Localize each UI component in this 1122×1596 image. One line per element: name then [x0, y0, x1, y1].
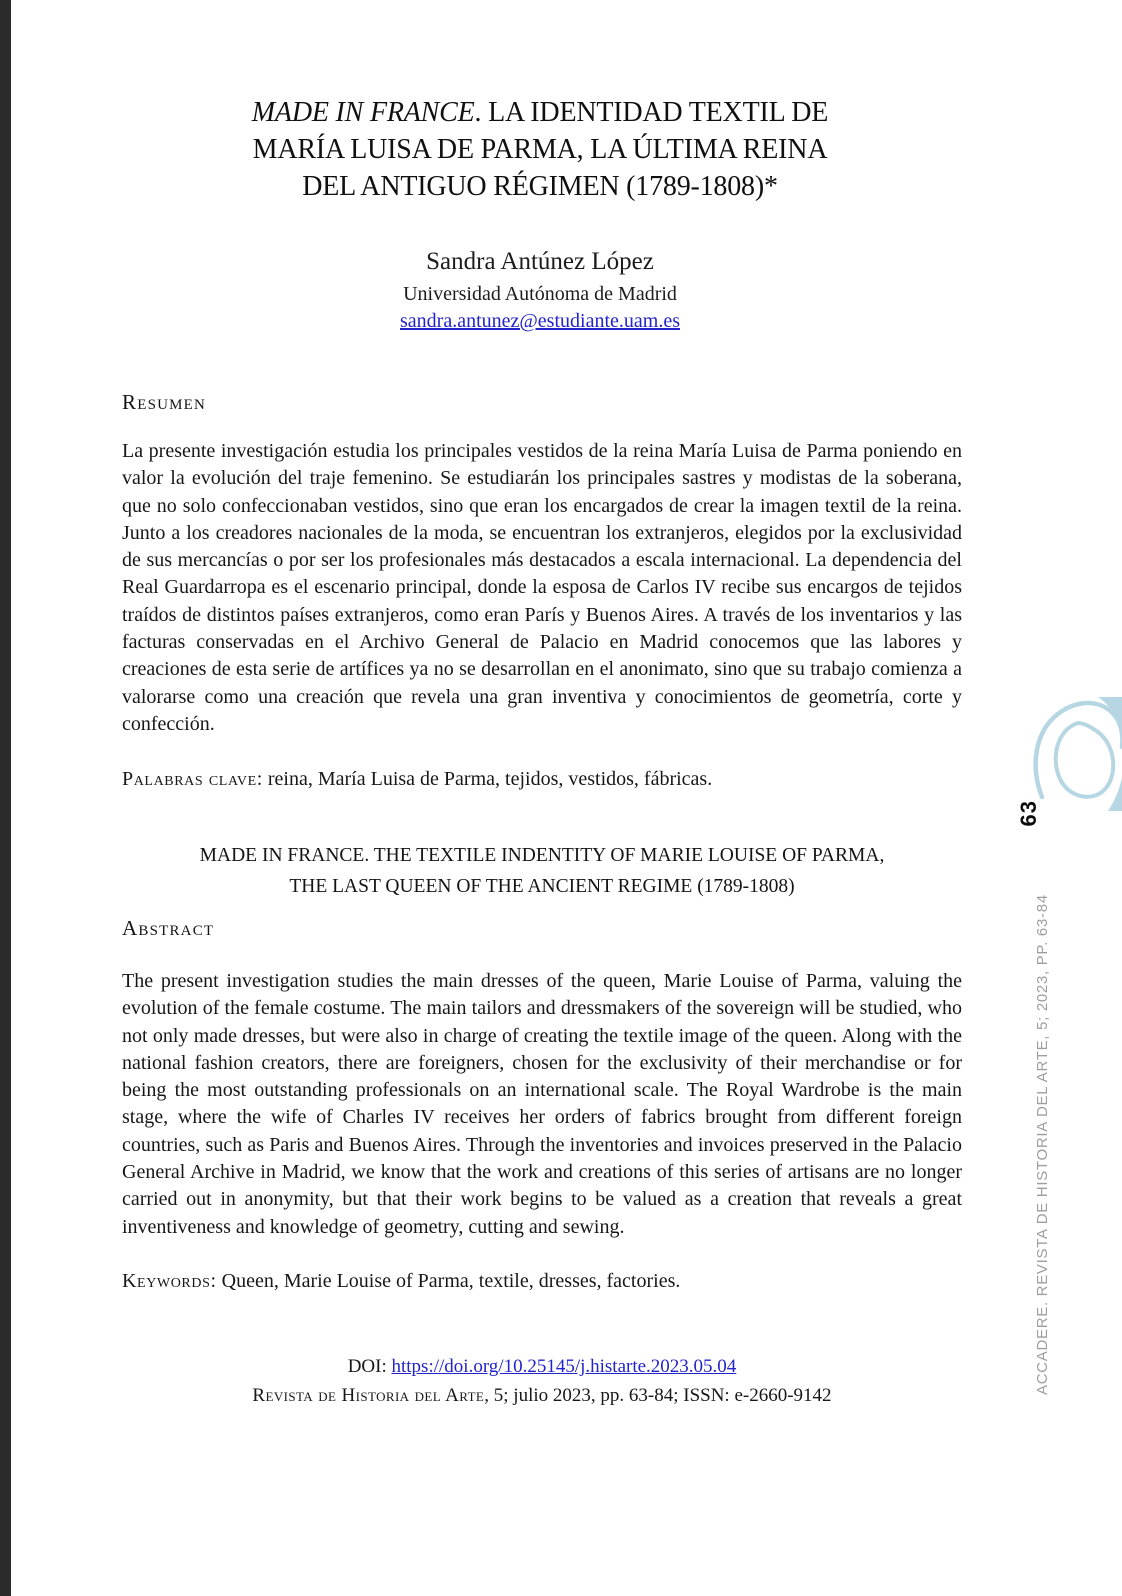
author-name: Sandra Antúnez López: [426, 248, 654, 275]
title-line-2: MARÍA LUISA DE PARMA, LA ÚLTIMA REINA: [252, 134, 828, 165]
keywords-line: [122, 1268, 962, 1295]
title-line-1: [130, 94, 950, 131]
author-email-link[interactable]: sandra.antunez@estudiante.uam.es: [400, 310, 680, 332]
author-affiliation: Universidad Autónoma de Madrid: [403, 283, 677, 305]
title-line1-rest: . LA IDENTIDAD TEXTIL DE: [474, 97, 829, 128]
journal-logo-swirl-icon: [1028, 695, 1122, 825]
keywords-label: Keywords:: [122, 1270, 217, 1292]
author-block: [130, 246, 950, 335]
resumen-paragraph: La presente investigación estudia los principales vestidos de la reina María Luisa de Parma poniendo en valor la evolución del traje femenino. Se estudiarán los principales sastres y modistas de la soberana, que no solo confeccionaban vestidos, sino que eran los encargados de crear la imagen textil de la reina. Junto a los creadores nacionales de la moda, se encuentran los extranjeros, elegidos por la exclusividad de sus mercancías o por ser los profesionales más destacados a escala internacional. La dependencia del Real Guardarropa es el escenario principal, donde la esposa de Carlos IV recibe sus encargos de tejidos traídos de distintos países extranjeros, como eran París y Buenos Aires. A través de los inventarios y las facturas conservadas en el Archivo General de Palacio en Madrid conocemos que las labores y creaciones de esta serie de artífices ya no se desarrollan en el anonimato, sino que su trabajo comienza a valorarse como una creación que revela una gran inventiva y conocimientos de geometría, corte y confección.: [122, 440, 962, 735]
doi-label: DOI:: [347, 1356, 392, 1377]
journal-name: Revista de Historia del Arte: [252, 1385, 485, 1406]
scan-edge-bar: [0, 0, 11, 1596]
resumen-heading: Resumen: [122, 390, 207, 414]
footer-citation: [122, 1352, 962, 1410]
palabras-clave-text: reina, María Luisa de Parma, tejidos, vestidos, fábricas.: [262, 768, 713, 790]
palabras-clave-label: Palabras clave:: [122, 768, 263, 790]
page-number: 63: [1016, 800, 1041, 827]
title-line-3: DEL ANTIGUO RÉGIMEN (1789-1808)*: [302, 171, 778, 202]
title-italic-part: MADE IN FRANCE: [251, 97, 475, 128]
journal-citation-rest: , 5; julio 2023, pp. 63-84; ISSN: e-2660-9142: [484, 1385, 832, 1406]
english-title: [122, 840, 962, 902]
doi-link[interactable]: https://doi.org/10.25145/j.histarte.2023.05.04: [391, 1356, 737, 1377]
english-title-line-2: THE LAST QUEEN OF THE ANCIENT REGIME (1789-1808): [289, 876, 795, 897]
sidebar-journal-line: ACCADERE. REVISTA DE HISTORIA DEL ARTE, 5; 2023, PP. 63-84: [1034, 894, 1051, 1395]
abstract-heading: Abstract: [122, 916, 215, 940]
palabras-clave-line: [122, 766, 962, 793]
abstract-paragraph: The present investigation studies the main dresses of the queen, Marie Louise of Parma, valuing the evolution of the female costume. The main tailors and dressmakers of the sovereign will be studied, who not only made dresses, but were also in charge of creating the textile image of the queen. Along with the national fashion creators, there are foreigners, chosen for the exclusivity of their merchandise or for being the most outstanding professionals on an international scale. The Royal Wardrobe is the main stage, where the wife of Charles IV receives her orders of fabrics brought from different foreign countries, such as Paris and Buenos Aires. Through the inventories and invoices preserved in the Palacio General Archive in Madrid, we know that the work and creations of this series of artisans are no longer carried out in anonymity, but that their work begins to be valued as a creation that reveals a great inventiveness and knowledge of geometry, cutting and sewing.: [122, 970, 962, 1238]
keywords-text: Queen, Marie Louise of Parma, textile, dresses, factories.: [216, 1270, 681, 1292]
doi-line: [122, 1352, 962, 1381]
english-title-line-1: MADE IN FRANCE. THE TEXTILE INDENTITY OF MARIE LOUISE OF PARMA,: [199, 845, 885, 866]
journal-citation-line: [122, 1381, 962, 1410]
article-title: [130, 94, 950, 205]
